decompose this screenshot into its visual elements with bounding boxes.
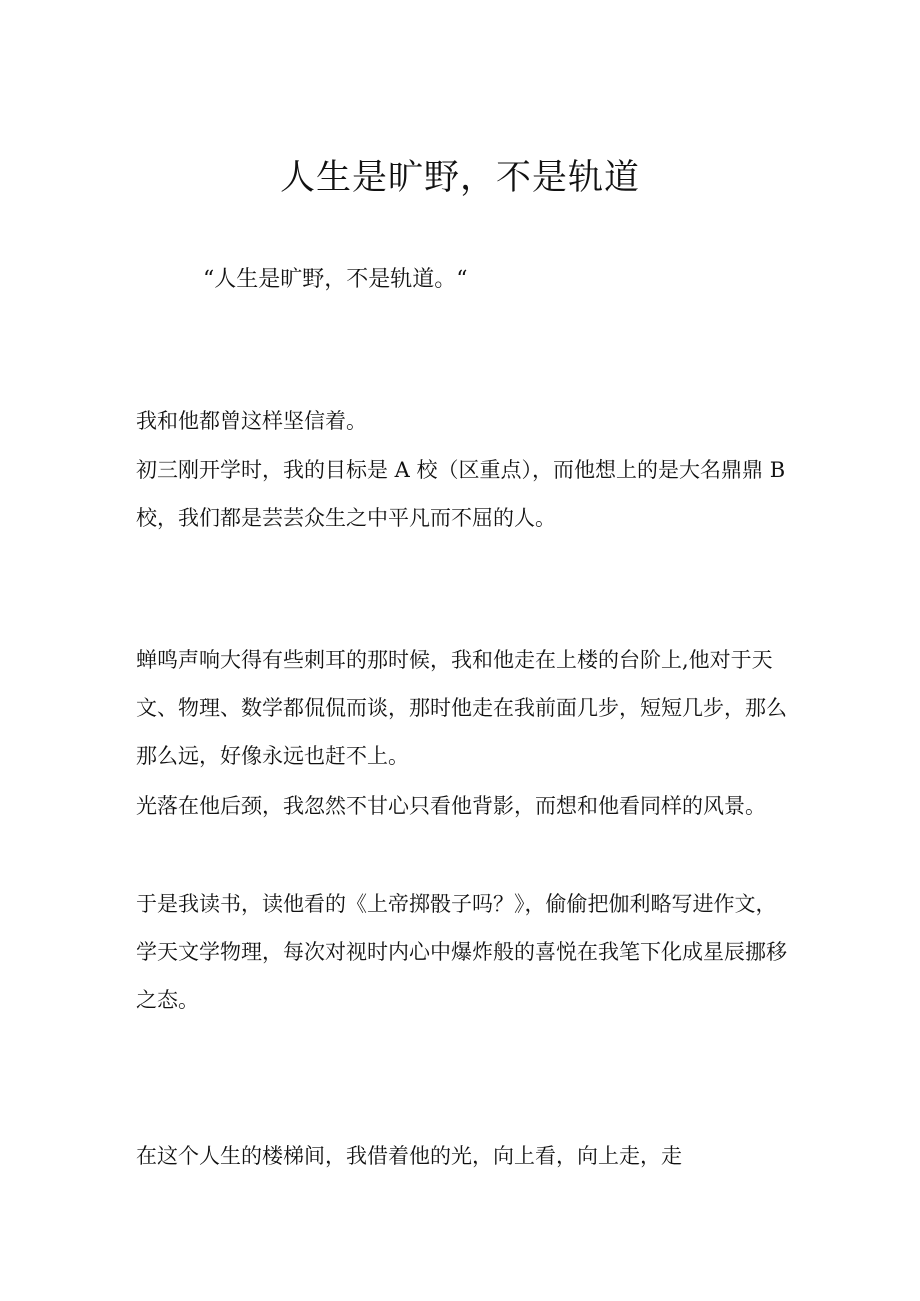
paragraph: 初三刚开学时，我的目标是 A 校（区重点），而他想上的是大名鼎鼎 B 校，我们都是芸芸众生之中平凡而不屈的人。 <box>136 458 786 530</box>
paragraph: 于是我读书，读他看的《上帝掷骰子吗？》，偷偷把伽利略写进作文，学天文学物理，每次对视时内心中爆炸般的喜悦在我笔下化成星辰挪移之态。 <box>136 892 787 1012</box>
epigraph-quote: “人生是旷野，不是轨道。“ <box>203 267 468 292</box>
paragraph: 光落在他后颈，我忽然不甘心只看他背影，而想和他看同样的风景。 <box>136 794 766 818</box>
page-title: 人生是旷野，不是轨道 <box>279 158 640 198</box>
paragraph: 我和他都曾这样坚信着。 <box>136 409 367 433</box>
paragraph: 在这个人生的楼梯间，我借着他的光，向上看，向上走，走 <box>136 1144 682 1168</box>
paragraph: 蝉鸣声响大得有些刺耳的那时候，我和他走在上楼的台阶上,他对于天文、物理、数学都侃侃而谈，那时他走在我前面几步，短短几步，那么那么远，好像永远也赶不上。 <box>136 648 787 768</box>
